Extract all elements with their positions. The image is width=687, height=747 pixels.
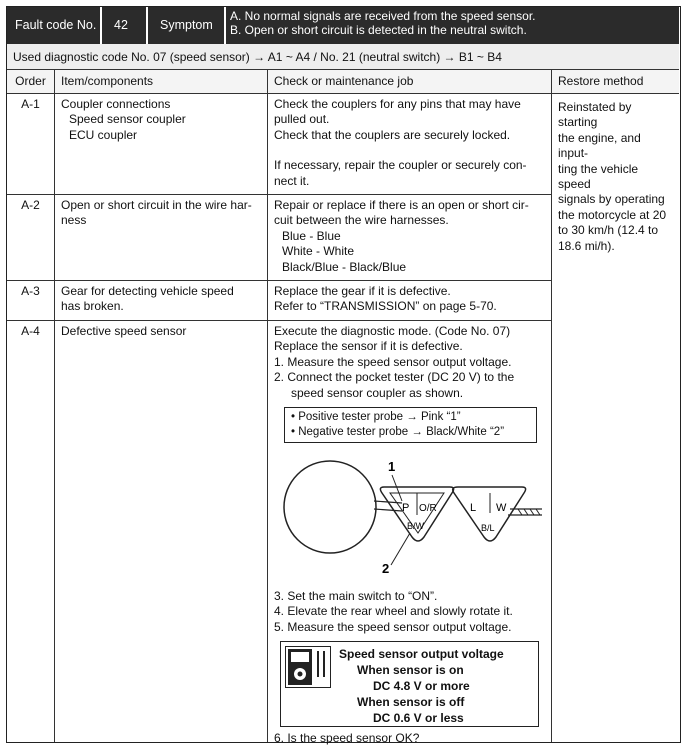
spec-line: DC 0.6 V or less <box>373 711 464 726</box>
col-order: Order <box>7 70 55 93</box>
check-cell <box>268 321 552 746</box>
spec-line: When sensor is off <box>357 695 465 710</box>
restore-line: 18.6 mi/h). <box>558 238 615 253</box>
check-line: Repair or replace if there is an open or short cir- <box>274 198 529 212</box>
check-line: Blue - Blue <box>282 228 341 243</box>
check-line: cuit between the wire harnesses. <box>274 213 449 228</box>
check-line: White - White <box>282 244 355 259</box>
check-cell <box>268 281 552 320</box>
item-cell <box>55 321 268 742</box>
voltage-spec-text <box>339 646 504 726</box>
check-line: Refer to “TRANSMISSION” on page 5-70. <box>274 299 497 314</box>
restore-line: Reinstated by starting <box>558 100 632 130</box>
pin-label-bw: B/W <box>407 521 424 532</box>
order-cell: A-4 <box>7 321 55 742</box>
restore-line: the engine, and input- <box>558 130 641 161</box>
probe-connection-box <box>284 407 537 443</box>
item-line: has broken. <box>61 299 124 314</box>
col-restore: Restore method <box>558 74 644 88</box>
check-line: Black/Blue - Black/Blue <box>282 259 407 274</box>
callout-1: 1 <box>388 459 396 475</box>
final-step: 6. Is the speed sensor OK? <box>274 731 420 746</box>
probe-negative: • Negative tester probe → Black/White “2” <box>291 426 505 439</box>
check-line: 2. Connect the pocket tester (DC 20 V) to the <box>274 370 515 385</box>
col-item: Item/components <box>55 70 268 93</box>
restore-line: ting the vehicle speed <box>558 161 639 192</box>
step-line: 3. Set the main switch to “ON”. <box>274 589 438 604</box>
check-line: Check that the couplers are securely locked. <box>274 127 511 142</box>
pin-label-p: P <box>402 502 410 515</box>
item-line: Coupler connections <box>61 97 171 111</box>
item-cell <box>55 195 268 280</box>
symptom-text <box>230 9 535 37</box>
check-cell <box>268 195 552 280</box>
item-line: Defective speed sensor <box>61 324 187 338</box>
item-line: Open or short circuit in the wire har- <box>61 198 252 212</box>
check-cell <box>268 94 552 194</box>
check-line: nect it. <box>274 173 310 188</box>
symptom-label: Symptom <box>148 7 226 44</box>
symptom-a: A. No normal signals are received from the speed sensor. <box>230 9 536 23</box>
check-line: Execute the diagnostic mode. (Code No. 07) <box>274 324 511 338</box>
check-line: Check the couplers for any pins that may have <box>274 97 521 111</box>
pin-label-w: W <box>496 502 507 515</box>
pin-label-l: L <box>470 502 477 515</box>
item-line: Gear for detecting vehicle speed <box>61 284 234 298</box>
used-diagnostic-code: Used diagnostic code No. 07 (speed sensor) → A1 ~ A4 / No. 21 (neutral switch) → B1 ~ B4 <box>7 44 679 70</box>
check-line: Replace the gear if it is defective. <box>274 284 451 298</box>
callout-2: 2 <box>382 561 390 577</box>
item-line: ECU coupler <box>69 127 138 142</box>
step-line: 5. Measure the speed sensor output voltage. <box>274 619 512 634</box>
fault-code-value: 42 <box>102 7 148 44</box>
check-line: speed sensor coupler as shown. <box>291 385 464 400</box>
col-check: Check or maintenance job <box>268 70 552 93</box>
column-header-row <box>7 70 679 94</box>
pin-label-or: O/R <box>419 503 437 515</box>
check-line: pulled out. <box>274 112 330 127</box>
restore-line: to 30 km/h (12.4 to <box>558 223 659 238</box>
restore-method <box>552 94 679 742</box>
fault-code-label: Fault code No. <box>7 7 102 44</box>
symptom-b: B. Open or short circuit is detected in the neutral switch. <box>230 23 527 37</box>
item-cell <box>55 94 268 194</box>
spec-line: When sensor is on <box>357 663 464 678</box>
restore-line: signals by operating <box>558 192 665 207</box>
order-cell: A-3 <box>7 281 55 320</box>
table-header <box>7 7 679 44</box>
restore-line: the motorcycle at 20 <box>558 207 667 222</box>
spec-title: Speed sensor output voltage <box>339 647 504 662</box>
coupler-diagram <box>274 449 545 589</box>
check-line: Replace the sensor if it is defective. <box>274 339 463 354</box>
sensor-body-shape <box>284 461 376 553</box>
step-line: 4. Elevate the rear wheel and slowly rotate it. <box>274 604 513 619</box>
pin-label-bl: B/L <box>481 523 495 534</box>
coupler-diagram-svg <box>274 449 546 589</box>
item-line: Speed sensor coupler <box>69 112 186 127</box>
voltage-spec-box <box>280 641 539 727</box>
probe-positive: • Positive tester probe → Pink “1” <box>291 411 461 424</box>
order-cell: A-2 <box>7 195 55 280</box>
item-cell <box>55 281 268 320</box>
multimeter-icon <box>285 646 331 688</box>
order-cell: A-1 <box>7 94 55 194</box>
check-line: 1. Measure the speed sensor output voltage. <box>274 354 512 369</box>
spec-line: DC 4.8 V or more <box>373 679 470 694</box>
item-line: ness <box>61 213 87 228</box>
fault-code-table <box>6 6 681 746</box>
check-line: If necessary, repair the coupler or securely con- <box>274 158 527 173</box>
